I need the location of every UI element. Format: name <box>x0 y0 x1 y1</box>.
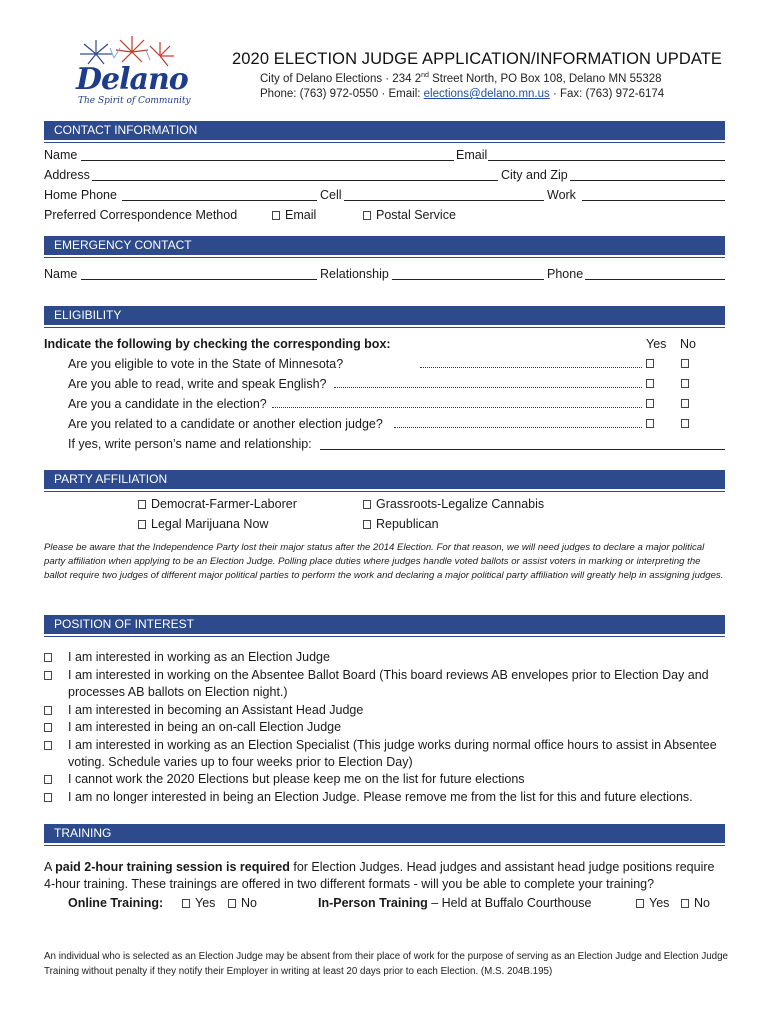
inperson-yes-option[interactable]: Yes <box>636 896 669 910</box>
relationship-field[interactable] <box>392 279 544 280</box>
checkbox-icon[interactable] <box>646 379 654 388</box>
logo-tagline: The Spirit of Community <box>78 96 191 106</box>
city-zip-field[interactable] <box>570 180 725 181</box>
name-field[interactable] <box>81 160 454 161</box>
contact-line: Phone: (763) 972-0550 · Email: elections@delano.mn.us · Fax: (763) 972-6174 <box>260 88 665 100</box>
checkbox-icon[interactable] <box>363 211 371 220</box>
home-phone-label: Home Phone <box>44 188 117 202</box>
checkbox-icon[interactable] <box>646 419 654 428</box>
inperson-training-label: In-Person Training – Held at Buffalo Courthouse <box>318 896 592 910</box>
section-emergency-contact: EMERGENCY CONTACT <box>44 236 725 255</box>
checkbox-icon[interactable] <box>681 399 689 408</box>
checkbox-icon[interactable] <box>636 899 644 908</box>
party-note: Please be aware that the Independence Party lost their major status after the 2014 Election. For that reason, we will need judges to declare a major political party affiliation when applying to be an Election Judge. Polling place duties where judges handle voted ballots or assist voters in marking or interpreting the ballot require two judges of different major political parties to perform the work and declaring a major political party affiliation will greatly help in assigning judges. <box>44 542 724 581</box>
dot-leader <box>394 427 642 428</box>
address-line: City of Delano Elections · 234 2nd Street North, PO Box 108, Delano MN 55328 <box>260 72 662 85</box>
checkbox-icon[interactable] <box>44 741 52 750</box>
city-zip-label: City and Zip <box>501 168 568 182</box>
logo-wordmark: Delano <box>76 62 188 97</box>
if-yes-label: If yes, write person’s name and relationship: <box>68 437 312 451</box>
page-title: 2020 ELECTION JUDGE APPLICATION/INFORMATION UPDATE <box>232 50 723 68</box>
section-party-affiliation: PARTY AFFILIATION <box>44 470 725 489</box>
dot-leader <box>334 387 642 388</box>
name-label: Name <box>44 148 78 162</box>
checkbox-icon[interactable] <box>681 899 689 908</box>
dot-leader <box>272 407 642 408</box>
cell-label: Cell <box>320 188 342 202</box>
question-read-write-english: Are you able to read, write and speak English? <box>68 377 327 391</box>
yes-column-header: Yes <box>646 337 667 351</box>
address-label: Address <box>44 168 90 182</box>
eligibility-instruction: Indicate the following by checking the corresponding box: <box>44 337 391 351</box>
online-yes-option[interactable]: Yes <box>182 896 215 910</box>
party-option-republican[interactable]: Republican <box>363 517 439 531</box>
work-label: Work <box>547 188 576 202</box>
position-cannot-work-2020: I cannot work the 2020 Elections but please keep me on the list for future elections <box>68 772 525 786</box>
online-no-option[interactable]: No <box>228 896 257 910</box>
checkbox-icon[interactable] <box>44 775 52 784</box>
emergency-name-label: Name <box>44 267 78 281</box>
pref-correspondence-label: Preferred Correspondence Method <box>44 208 238 222</box>
checkbox-icon[interactable] <box>681 359 689 368</box>
checkbox-icon[interactable] <box>182 899 190 908</box>
cell-field[interactable] <box>344 200 544 201</box>
delano-logo <box>70 36 191 112</box>
no-column-header: No <box>680 337 696 351</box>
emergency-phone-field[interactable] <box>585 279 725 280</box>
checkbox-icon[interactable] <box>44 723 52 732</box>
question-candidate: Are you a candidate in the election? <box>68 397 267 411</box>
question-eligible-to-vote: Are you eligible to vote in the State of Minnesota? <box>68 357 344 371</box>
emergency-phone-label: Phone <box>547 267 584 281</box>
checkbox-icon[interactable] <box>646 399 654 408</box>
training-description: A paid 2-hour training session is required for Election Judges. Head judges and assistant head judge positions require 4-hour training. These trainings are offered in two different formats - will you be able to complete your training? <box>44 860 715 891</box>
email-field[interactable] <box>488 160 725 161</box>
position-election-judge: I am interested in working as an Election Judge <box>68 650 330 664</box>
checkbox-icon[interactable] <box>363 500 371 509</box>
checkbox-icon[interactable] <box>646 359 654 368</box>
position-absentee-ballot-board: I am interested in working on the Absentee Ballot Board (This board reviews AB envelopes prior to Election Day and processes AB ballots on Election night.) <box>68 668 709 699</box>
checkbox-icon[interactable] <box>681 379 689 388</box>
footer-note: An individual who is selected as an Election Judge may be absent from their place of work for the purpose of serving as an Election Judge and Election Judge Training without penalty if they notify their Employer in writing at least 20 days prior to each Election. (M.S. 204B.195) <box>44 951 729 977</box>
section-contact-information: CONTACT INFORMATION <box>44 121 725 140</box>
party-option-dfl[interactable]: Democrat-Farmer-Laborer <box>138 497 297 511</box>
checkbox-icon[interactable] <box>138 520 146 529</box>
section-training: TRAINING <box>44 824 725 843</box>
pref-email-option[interactable]: Email <box>272 208 316 222</box>
party-option-legal-marijuana[interactable]: Legal Marijuana Now <box>138 517 268 531</box>
dot-leader <box>420 367 642 368</box>
checkbox-icon[interactable] <box>44 706 52 715</box>
position-election-specialist: I am interested in working as an Election Specialist (This judge works during normal office hours to assist in Absentee voting. Schedule varies up to four weeks prior to Election Day) <box>68 738 717 769</box>
relationship-label: Relationship <box>320 267 389 281</box>
checkbox-icon[interactable] <box>138 500 146 509</box>
section-eligibility: ELIGIBILITY <box>44 306 725 325</box>
checkbox-icon[interactable] <box>681 419 689 428</box>
position-no-longer-interested: I am no longer interested in being an Election Judge. Please remove me from the list for this and future elections. <box>68 790 693 804</box>
party-option-grassroots[interactable]: Grassroots-Legalize Cannabis <box>363 497 544 511</box>
checkbox-icon[interactable] <box>272 211 280 220</box>
emergency-name-field[interactable] <box>81 279 317 280</box>
position-assistant-head-judge: I am interested in becoming an Assistant Head Judge <box>68 703 364 717</box>
relationship-detail-field[interactable] <box>320 449 725 450</box>
checkbox-icon[interactable] <box>44 653 52 662</box>
checkbox-icon[interactable] <box>44 671 52 680</box>
checkbox-icon[interactable] <box>363 520 371 529</box>
email-link[interactable]: elections@delano.mn.us <box>423 88 550 100</box>
work-field[interactable] <box>582 200 725 201</box>
home-phone-field[interactable] <box>122 200 317 201</box>
question-related-to-candidate: Are you related to a candidate or another election judge? <box>68 417 383 431</box>
online-training-label: Online Training: <box>68 896 164 910</box>
section-position-of-interest: POSITION OF INTEREST <box>44 615 725 634</box>
email-label: Email <box>456 148 488 162</box>
position-on-call-judge: I am interested in being an on-call Election Judge <box>68 720 342 734</box>
checkbox-icon[interactable] <box>228 899 236 908</box>
checkbox-icon[interactable] <box>44 793 52 802</box>
address-field[interactable] <box>92 180 498 181</box>
pref-postal-option[interactable]: Postal Service <box>363 208 456 222</box>
inperson-no-option[interactable]: No <box>681 896 710 910</box>
